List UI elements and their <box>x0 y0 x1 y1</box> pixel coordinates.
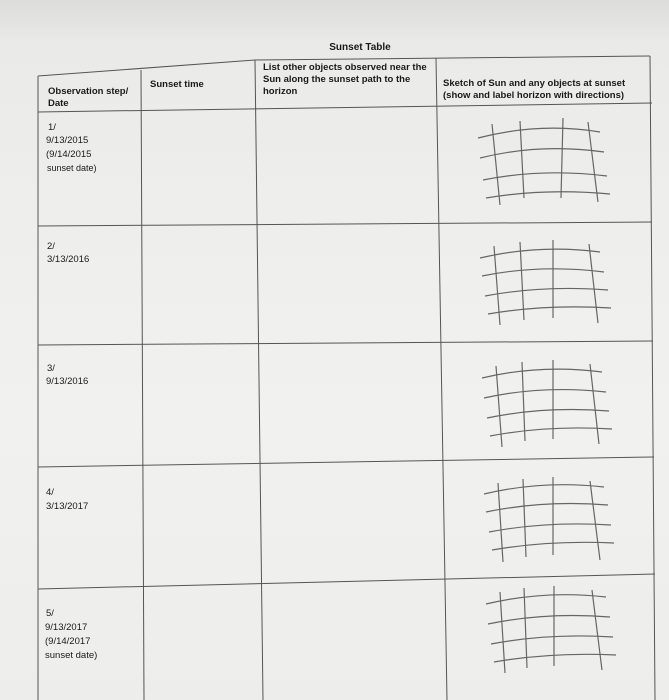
row-5-step: 5/ <box>46 608 54 619</box>
row-sep-3 <box>38 457 654 467</box>
row-1-step: 1/ <box>48 122 56 133</box>
table-right-border <box>650 56 655 700</box>
horizon-sketch-4 <box>484 477 614 562</box>
row-1-extra-1: (9/14/2015 <box>46 149 92 160</box>
header-other-objects: List other objects observed near the Sun along the sunset path to the horizon <box>263 62 427 97</box>
table-top-line-left <box>38 60 255 76</box>
row-2-step: 2/ <box>47 241 55 252</box>
horizon-sketch-2 <box>480 240 611 325</box>
row-5-extra-1: (9/14/2017 <box>45 636 91 647</box>
row-1-date: 9/13/2015 <box>46 135 89 146</box>
row-4-date: 3/13/2017 <box>46 501 89 512</box>
row-sep-1 <box>38 222 652 226</box>
row-sep-4 <box>38 574 655 589</box>
row-5-date: 9/13/2017 <box>45 622 88 633</box>
row-3-date: 9/13/2016 <box>46 376 89 387</box>
horizon-sketch-3 <box>482 360 612 447</box>
header-sunset-time: Sunset time <box>150 79 204 90</box>
header-sketch: Sketch of Sun and any objects at sunset (show and label horizon with directions) <box>443 78 626 101</box>
table-top-line-right <box>255 56 650 60</box>
row-2-date: 3/13/2016 <box>47 254 90 265</box>
table-title: Sunset Table <box>329 42 391 53</box>
col-sep-1 <box>141 70 144 700</box>
header-observation-step: Observation step/ Date <box>48 86 129 109</box>
horizon-sketch-1 <box>478 118 610 205</box>
row-1-extra-2: sunset date) <box>47 163 97 173</box>
col-sep-2 <box>255 60 263 700</box>
row-sep-2 <box>38 341 653 345</box>
horizon-sketch-5 <box>486 586 616 673</box>
row-4-step: 4/ <box>46 487 54 498</box>
row-5-extra-2: sunset date) <box>45 650 98 661</box>
col-sep-3 <box>436 58 447 700</box>
row-3-step: 3/ <box>47 363 55 374</box>
